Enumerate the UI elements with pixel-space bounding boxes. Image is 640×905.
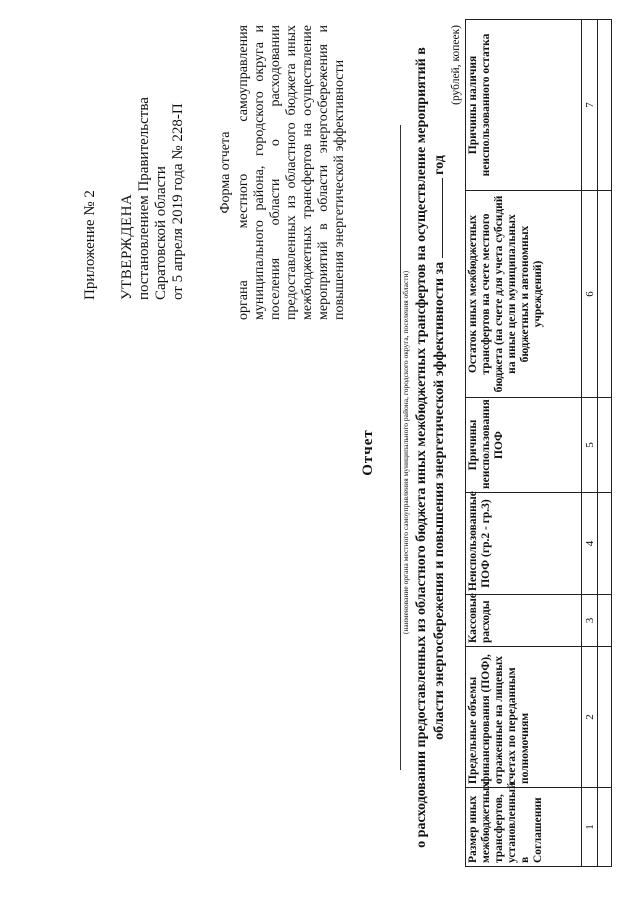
table-header-row bbox=[466, 20, 582, 867]
table-cell[interactable] bbox=[598, 20, 612, 191]
year-blank-field bbox=[430, 178, 443, 258]
column-number: 1 bbox=[582, 788, 598, 867]
column-number: 4 bbox=[582, 493, 598, 595]
table-cell[interactable] bbox=[598, 191, 612, 398]
approval-line-2: Саратовской области bbox=[153, 166, 169, 300]
header-unused-funding: Неиспользованные ПОФ (гр.2 - гр.3) bbox=[466, 493, 582, 595]
column-number: 6 bbox=[582, 191, 598, 398]
form-title: Форма отчета bbox=[218, 131, 233, 214]
organization-name-line bbox=[388, 125, 401, 770]
form-description bbox=[218, 25, 348, 320]
column-number: 7 bbox=[582, 20, 598, 191]
report-title: Отчет bbox=[360, 429, 376, 476]
table-cell[interactable] bbox=[598, 398, 612, 493]
table-cell[interactable] bbox=[598, 788, 612, 867]
table-cell[interactable] bbox=[598, 647, 612, 788]
table-cell[interactable] bbox=[598, 595, 612, 647]
header-funding-limits: Предельные объемы финансирования (ПОФ), отраженные на лицевых счетах по переданным полномочиям bbox=[466, 647, 582, 788]
header-unused-reasons: Причины неиспользования ПОФ bbox=[466, 398, 582, 493]
report-table bbox=[465, 19, 612, 867]
approval-line-1: постановлением Правительства bbox=[136, 97, 152, 300]
header-transfer-balance: Остаток иных межбюджетных трансфертов на счете местного бюджета (на счете для учета субсидий на иные цели муниципальных бюджетных и автономных учреждений) bbox=[466, 191, 582, 398]
column-number: 2 bbox=[582, 647, 598, 788]
approval-stamp bbox=[82, 30, 187, 300]
annex-number: Приложение № 2 bbox=[82, 190, 98, 300]
column-number: 3 bbox=[582, 595, 598, 647]
report-subtitle-text: о расходовании предоставленных из областного бюджета иных межбюджетных трансфертов на осуществление мероприятий в области энергосбережения и повышения энергетической эффективности за bbox=[414, 47, 447, 848]
column-number: 5 bbox=[582, 398, 598, 493]
header-transfer-amount: Размер иных межбюджетных трансфертов, установленный в Соглашении bbox=[466, 788, 582, 867]
unit-note: (рублей, копеек) bbox=[450, 25, 462, 105]
header-balance-reasons: Причины наличия неиспользованного остатка bbox=[466, 20, 582, 191]
table-cell[interactable] bbox=[598, 493, 612, 595]
approval-line-3: от 5 апреля 2019 года № 228-П bbox=[170, 103, 186, 300]
table-number-row bbox=[582, 20, 598, 867]
report-subtitle bbox=[413, 30, 448, 865]
year-word: год bbox=[432, 155, 447, 175]
form-text: органа местного самоуправления муниципального района, городского округа и поселения области о расходовании предоставленных из областного бюджета иных межбюджетных трансфертов на осуществление мероприятий в области энергосбережения и повышения энергетической эффективности bbox=[236, 25, 347, 320]
table-row bbox=[598, 20, 612, 867]
approved-label: УТВЕРЖДЕНА bbox=[119, 193, 135, 300]
header-cash-expenses: Кассовые расходы bbox=[466, 595, 582, 647]
organization-caption: (наименование органа местного самоуправления муниципального района, городского округа, поселения области) bbox=[401, 270, 410, 635]
